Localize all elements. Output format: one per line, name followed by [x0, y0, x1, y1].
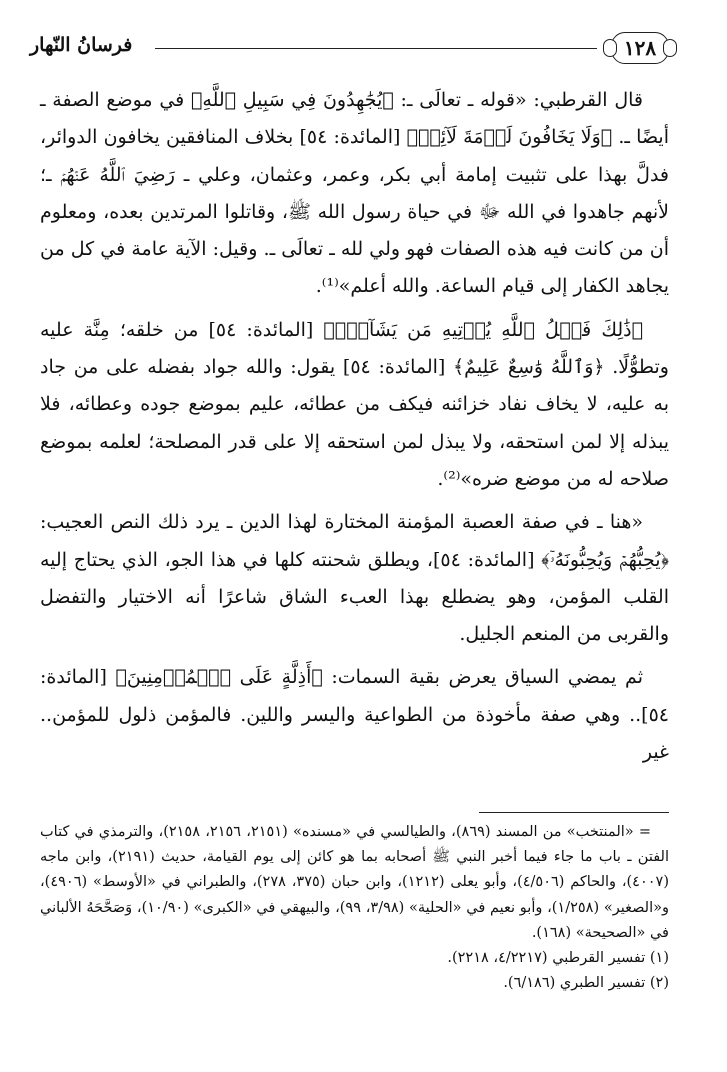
paragraph-qurtubi: قال القرطبي: «قوله ـ تعالَى ـ: ﴿يُجَٰهِدُونَ فِي سَبِيلِ ٱللَّهِ﴾ في موضع الصفة ـ أيضًا ـ. ﴿وَلَا يَخَافُونَ لَوۡمَةَ لَآئِمٖ﴾ [المائدة: ٥٤] بخلاف المنافقين يخافون الدوائر، فدلَّ بهذا على تثبيت إمامة أبي بكر، وعمر، وعثمان، وعلي ـ رَضِيَ ٱللَّهُ عَنۡهُمۡ ـ؛ لأنهم جاهدوا في الله ﷻ في حياة رسول الله ﷺ، وقاتلوا المرتدين بعده، ومعلوم أن من كانت فيه هذه الصفات فهو ولي لله ـ تعالَى ـ. وقيل: الآية عامة في كل من يجاهد الكفار إلى قيام الساعة. والله أعلم»⁽¹⁾.	[40, 89, 669, 298]
paragraph-fadl: ﴿ذَٰلِكَ فَضۡلُ ٱللَّهِ يُؤۡتِيهِ مَن يَشَآءُۚ﴾ [المائدة: ٥٤] من خلقه؛ مِنَّة عليه وتطوُّلًا. ﴿وَٱللَّهُ وَٰسِعٌ عَلِيمٌ﴾ [المائدة: ٥٤] يقول: والله جواد بفضله على من جاد به عليه، لا يخاف نفاد خزائنه فيكف من عطائه، عليم بموضع جوده وعطائه، فلا يبذله إلا لمن استحقه، ولا يبذل لمن استحقه إلا على قدر المصلحة؛ لعلمه بموضع صلاحه له من موضع ضره»⁽²⁾.	[40, 318, 669, 490]
page-header	[30, 30, 669, 66]
footnote-separator	[479, 812, 669, 813]
footnote-1: (١) تفسير القرطبي (٤/٢٢١٧، ٢٢١٨).	[447, 950, 669, 967]
footnotes	[40, 820, 669, 996]
page-number: ١٢٨	[611, 32, 669, 64]
paragraph-huna: «هنا ـ في صفة العصبة المؤمنة المختارة لهذا الدين ـ يرد ذلك النص العجيب: ﴿يُحِبُّهُمۡ وَيُحِبُّونَهُۥٓ﴾ [المائدة: ٥٤]، ويطلق شحنته كلها في هذا الجو، الذي يحتاج إليه القلب المؤمن، وهو يضطلع بهذا العبء الشاق شاعرًا أنه الاختيار والتفضل والقربى من المنعم الجليل.	[40, 511, 669, 646]
running-title: فرسانُ النّهار	[30, 34, 133, 56]
footnote-continued: = «المنتخب» من المسند (٨٦٩)، والطيالسي في «مسنده» (٢١٥١، ٢١٥٦، ٢١٥٨)، والترمذي في كتاب الفتن ـ باب ما جاء فيما أخبر النبي ﷺ أصحابه بما هو كائن إلى يوم القيامة، حديث (٢١٩١)، وابن ماجه (٤٠٠٧)، والحاكم (٤/٥٠٦)، وأبو يعلى (١٢١٢)، وابن حبان (٣٧٥، ٢٧٨)، والطبراني في «الأوسط» (٤٩٠٦)، و«الصغير» (١/٢٥٨)، وأبو نعيم في «الحلية» (٣/٩٨، ٩٩)، والبيهقي في «الكبرى» (١٠/٩٠)، وَصَحَّحَهُ الألباني في «الصحيحة» (١٦٨).	[40, 824, 669, 941]
footnote-2: (٢) تفسير الطبري (٦/١٨٦).	[503, 975, 669, 992]
main-text	[40, 82, 669, 777]
header-rule	[155, 48, 597, 49]
paragraph-summa: ثم يمضي السياق يعرض بقية السمات: ﴿أَذِلَّةٍ عَلَى ٱلۡمُؤۡمِنِينَ﴾ [المائدة: ٥٤].. وهي صفة مأخوذة من الطواعية واليسر واللين. فالمؤمن ذلول للمؤمن.. غير	[40, 666, 669, 764]
